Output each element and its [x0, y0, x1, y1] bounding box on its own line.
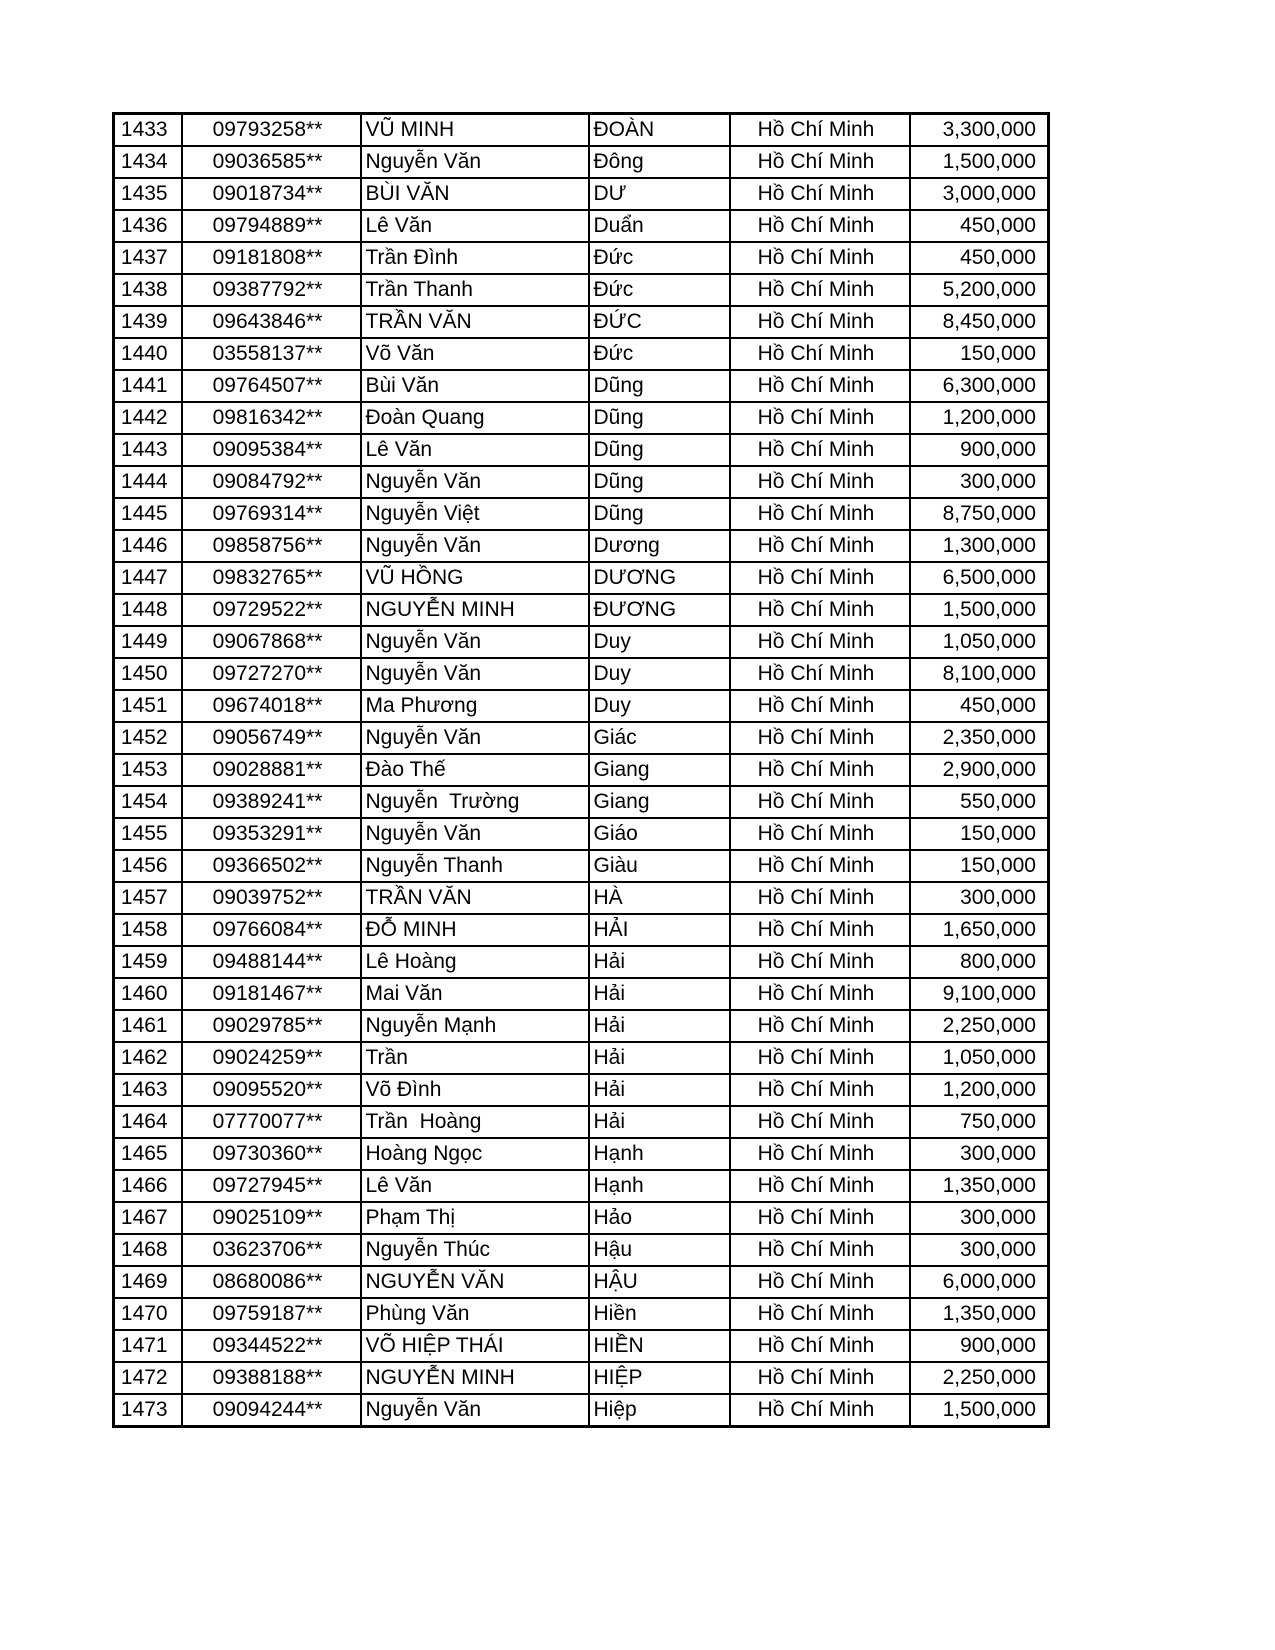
- city-cell: Hồ Chí Minh: [730, 274, 910, 306]
- city-cell: Hồ Chí Minh: [730, 1266, 910, 1298]
- table-row: [114, 882, 1049, 914]
- first-name-cell: HẬU: [589, 1266, 730, 1298]
- amount-cell: 1,650,000: [910, 914, 1049, 946]
- table-row: [114, 754, 1049, 786]
- amount-cell: 1,500,000: [910, 146, 1049, 178]
- table-row: [114, 1202, 1049, 1234]
- row-number-cell: 1441: [114, 370, 182, 402]
- city-cell: Hồ Chí Minh: [730, 146, 910, 178]
- city-cell: Hồ Chí Minh: [730, 850, 910, 882]
- city-cell: Hồ Chí Minh: [730, 402, 910, 434]
- phone-number-cell: 09084792**: [182, 466, 361, 498]
- first-name-cell: Duy: [589, 626, 730, 658]
- amount-cell: 2,250,000: [910, 1362, 1049, 1394]
- city-cell: Hồ Chí Minh: [730, 210, 910, 242]
- amount-cell: 150,000: [910, 818, 1049, 850]
- table-row: [114, 434, 1049, 466]
- first-name-cell: Hải: [589, 1074, 730, 1106]
- last-name-cell: Phạm Thị: [361, 1202, 589, 1234]
- table-row: [114, 370, 1049, 402]
- last-name-cell: Võ Văn: [361, 338, 589, 370]
- city-cell: Hồ Chí Minh: [730, 1010, 910, 1042]
- row-number-cell: 1456: [114, 850, 182, 882]
- phone-number-cell: 09858756**: [182, 530, 361, 562]
- row-number-cell: 1444: [114, 466, 182, 498]
- first-name-cell: Hậu: [589, 1234, 730, 1266]
- row-number-cell: 1445: [114, 498, 182, 530]
- row-number-cell: 1434: [114, 146, 182, 178]
- first-name-cell: Duy: [589, 658, 730, 690]
- phone-number-cell: 09018734**: [182, 178, 361, 210]
- row-number-cell: 1460: [114, 978, 182, 1010]
- city-cell: Hồ Chí Minh: [730, 818, 910, 850]
- table-row: [114, 1042, 1049, 1074]
- amount-cell: 550,000: [910, 786, 1049, 818]
- first-name-cell: HIỀN: [589, 1330, 730, 1362]
- city-cell: Hồ Chí Minh: [730, 754, 910, 786]
- last-name-cell: NGUYỄN MINH: [361, 1362, 589, 1394]
- row-number-cell: 1435: [114, 178, 182, 210]
- city-cell: Hồ Chí Minh: [730, 530, 910, 562]
- first-name-cell: Hạnh: [589, 1170, 730, 1202]
- amount-cell: 6,500,000: [910, 562, 1049, 594]
- phone-number-cell: 09353291**: [182, 818, 361, 850]
- amount-cell: 1,500,000: [910, 1394, 1049, 1427]
- amount-cell: 450,000: [910, 690, 1049, 722]
- amount-cell: 750,000: [910, 1106, 1049, 1138]
- phone-number-cell: 09816342**: [182, 402, 361, 434]
- phone-number-cell: 09067868**: [182, 626, 361, 658]
- row-number-cell: 1450: [114, 658, 182, 690]
- first-name-cell: Hải: [589, 946, 730, 978]
- data-table: [112, 112, 1050, 1428]
- row-number-cell: 1443: [114, 434, 182, 466]
- row-number-cell: 1446: [114, 530, 182, 562]
- first-name-cell: Hải: [589, 978, 730, 1010]
- first-name-cell: Dũng: [589, 498, 730, 530]
- first-name-cell: Dương: [589, 530, 730, 562]
- first-name-cell: DƯ: [589, 178, 730, 210]
- amount-cell: 1,200,000: [910, 402, 1049, 434]
- last-name-cell: Đoàn Quang: [361, 402, 589, 434]
- amount-cell: 2,250,000: [910, 1010, 1049, 1042]
- city-cell: Hồ Chí Minh: [730, 370, 910, 402]
- city-cell: Hồ Chí Minh: [730, 114, 910, 147]
- last-name-cell: Nguyễn Việt: [361, 498, 589, 530]
- last-name-cell: Lê Hoàng: [361, 946, 589, 978]
- last-name-cell: Nguyễn Trường: [361, 786, 589, 818]
- row-number-cell: 1467: [114, 1202, 182, 1234]
- phone-number-cell: 09056749**: [182, 722, 361, 754]
- row-number-cell: 1464: [114, 1106, 182, 1138]
- first-name-cell: HÀ: [589, 882, 730, 914]
- row-number-cell: 1472: [114, 1362, 182, 1394]
- city-cell: Hồ Chí Minh: [730, 1362, 910, 1394]
- city-cell: Hồ Chí Minh: [730, 1330, 910, 1362]
- phone-number-cell: 09387792**: [182, 274, 361, 306]
- last-name-cell: Nguyễn Văn: [361, 722, 589, 754]
- last-name-cell: Nguyễn Văn: [361, 818, 589, 850]
- table-row: [114, 850, 1049, 882]
- table-row: [114, 562, 1049, 594]
- table-row: [114, 946, 1049, 978]
- amount-cell: 800,000: [910, 946, 1049, 978]
- table-row: [114, 402, 1049, 434]
- table-row: [114, 114, 1049, 147]
- last-name-cell: Trần Đình: [361, 242, 589, 274]
- phone-number-cell: 08680086**: [182, 1266, 361, 1298]
- city-cell: Hồ Chí Minh: [730, 1394, 910, 1427]
- row-number-cell: 1449: [114, 626, 182, 658]
- row-number-cell: 1458: [114, 914, 182, 946]
- amount-cell: 300,000: [910, 1202, 1049, 1234]
- table-row: [114, 658, 1049, 690]
- phone-number-cell: 09181808**: [182, 242, 361, 274]
- amount-cell: 5,200,000: [910, 274, 1049, 306]
- row-number-cell: 1465: [114, 1138, 182, 1170]
- row-number-cell: 1469: [114, 1266, 182, 1298]
- phone-number-cell: 09794889**: [182, 210, 361, 242]
- table-row: [114, 1170, 1049, 1202]
- row-number-cell: 1454: [114, 786, 182, 818]
- table-row: [114, 1362, 1049, 1394]
- city-cell: Hồ Chí Minh: [730, 594, 910, 626]
- phone-number-cell: 09488144**: [182, 946, 361, 978]
- phone-number-cell: 09366502**: [182, 850, 361, 882]
- city-cell: Hồ Chí Minh: [730, 914, 910, 946]
- first-name-cell: Hảo: [589, 1202, 730, 1234]
- table-row: [114, 306, 1049, 338]
- amount-cell: 1,050,000: [910, 1042, 1049, 1074]
- last-name-cell: NGUYỄN MINH: [361, 594, 589, 626]
- first-name-cell: Dũng: [589, 402, 730, 434]
- row-number-cell: 1463: [114, 1074, 182, 1106]
- last-name-cell: Lê Văn: [361, 1170, 589, 1202]
- first-name-cell: ĐỨC: [589, 306, 730, 338]
- first-name-cell: Giang: [589, 754, 730, 786]
- city-cell: Hồ Chí Minh: [730, 1106, 910, 1138]
- city-cell: Hồ Chí Minh: [730, 690, 910, 722]
- row-number-cell: 1461: [114, 1010, 182, 1042]
- amount-cell: 150,000: [910, 338, 1049, 370]
- city-cell: Hồ Chí Minh: [730, 306, 910, 338]
- phone-number-cell: 09730360**: [182, 1138, 361, 1170]
- row-number-cell: 1470: [114, 1298, 182, 1330]
- last-name-cell: VŨ HỒNG: [361, 562, 589, 594]
- phone-number-cell: 09389241**: [182, 786, 361, 818]
- amount-cell: 300,000: [910, 1138, 1049, 1170]
- table-row: [114, 1106, 1049, 1138]
- row-number-cell: 1433: [114, 114, 182, 147]
- amount-cell: 8,100,000: [910, 658, 1049, 690]
- amount-cell: 3,300,000: [910, 114, 1049, 147]
- city-cell: Hồ Chí Minh: [730, 1138, 910, 1170]
- phone-number-cell: 09344522**: [182, 1330, 361, 1362]
- last-name-cell: Ma Phương: [361, 690, 589, 722]
- amount-cell: 1,500,000: [910, 594, 1049, 626]
- amount-cell: 900,000: [910, 1330, 1049, 1362]
- first-name-cell: Duẩn: [589, 210, 730, 242]
- phone-number-cell: 09036585**: [182, 146, 361, 178]
- table-row: [114, 242, 1049, 274]
- first-name-cell: Dũng: [589, 370, 730, 402]
- last-name-cell: Bùi Văn: [361, 370, 589, 402]
- last-name-cell: VŨ MINH: [361, 114, 589, 147]
- city-cell: Hồ Chí Minh: [730, 434, 910, 466]
- last-name-cell: Nguyễn Văn: [361, 658, 589, 690]
- table-row: [114, 626, 1049, 658]
- last-name-cell: TRẦN VĂN: [361, 882, 589, 914]
- row-number-cell: 1447: [114, 562, 182, 594]
- phone-number-cell: 09094244**: [182, 1394, 361, 1427]
- phone-number-cell: 09674018**: [182, 690, 361, 722]
- amount-cell: 1,300,000: [910, 530, 1049, 562]
- last-name-cell: Nguyễn Văn: [361, 1394, 589, 1427]
- phone-number-cell: 09727270**: [182, 658, 361, 690]
- row-number-cell: 1440: [114, 338, 182, 370]
- city-cell: Hồ Chí Minh: [730, 1074, 910, 1106]
- last-name-cell: Trần Thanh: [361, 274, 589, 306]
- table-row: [114, 786, 1049, 818]
- table-row: [114, 178, 1049, 210]
- amount-cell: 6,300,000: [910, 370, 1049, 402]
- last-name-cell: NGUYỄN VĂN: [361, 1266, 589, 1298]
- table-row: [114, 1298, 1049, 1330]
- row-number-cell: 1471: [114, 1330, 182, 1362]
- first-name-cell: ĐƯƠNG: [589, 594, 730, 626]
- row-number-cell: 1457: [114, 882, 182, 914]
- amount-cell: 8,450,000: [910, 306, 1049, 338]
- city-cell: Hồ Chí Minh: [730, 626, 910, 658]
- amount-cell: 1,350,000: [910, 1170, 1049, 1202]
- amount-cell: 1,050,000: [910, 626, 1049, 658]
- amount-cell: 9,100,000: [910, 978, 1049, 1010]
- last-name-cell: Nguyễn Văn: [361, 530, 589, 562]
- phone-number-cell: 09028881**: [182, 754, 361, 786]
- first-name-cell: Giác: [589, 722, 730, 754]
- row-number-cell: 1436: [114, 210, 182, 242]
- phone-number-cell: 09095520**: [182, 1074, 361, 1106]
- first-name-cell: Duy: [589, 690, 730, 722]
- phone-number-cell: 09039752**: [182, 882, 361, 914]
- amount-cell: 300,000: [910, 466, 1049, 498]
- last-name-cell: Nguyễn Thanh: [361, 850, 589, 882]
- table-row: [114, 274, 1049, 306]
- table-row: [114, 498, 1049, 530]
- first-name-cell: Đức: [589, 274, 730, 306]
- last-name-cell: BÙI VĂN: [361, 178, 589, 210]
- city-cell: Hồ Chí Minh: [730, 722, 910, 754]
- table-row: [114, 1234, 1049, 1266]
- city-cell: Hồ Chí Minh: [730, 1042, 910, 1074]
- table-row: [114, 722, 1049, 754]
- last-name-cell: Võ Đình: [361, 1074, 589, 1106]
- first-name-cell: Đức: [589, 338, 730, 370]
- first-name-cell: Hiệp: [589, 1394, 730, 1427]
- table-row: [114, 818, 1049, 850]
- row-number-cell: 1448: [114, 594, 182, 626]
- first-name-cell: Hiền: [589, 1298, 730, 1330]
- last-name-cell: TRẦN VĂN: [361, 306, 589, 338]
- last-name-cell: Trần: [361, 1042, 589, 1074]
- amount-cell: 450,000: [910, 242, 1049, 274]
- row-number-cell: 1451: [114, 690, 182, 722]
- first-name-cell: Hải: [589, 1106, 730, 1138]
- row-number-cell: 1459: [114, 946, 182, 978]
- city-cell: Hồ Chí Minh: [730, 498, 910, 530]
- city-cell: Hồ Chí Minh: [730, 658, 910, 690]
- phone-number-cell: 03558137**: [182, 338, 361, 370]
- first-name-cell: ĐOÀN: [589, 114, 730, 147]
- amount-cell: 1,200,000: [910, 1074, 1049, 1106]
- phone-number-cell: 09024259**: [182, 1042, 361, 1074]
- amount-cell: 6,000,000: [910, 1266, 1049, 1298]
- city-cell: Hồ Chí Minh: [730, 946, 910, 978]
- amount-cell: 300,000: [910, 1234, 1049, 1266]
- table-row: [114, 1394, 1049, 1427]
- phone-number-cell: 09025109**: [182, 1202, 361, 1234]
- city-cell: Hồ Chí Minh: [730, 1170, 910, 1202]
- row-number-cell: 1466: [114, 1170, 182, 1202]
- city-cell: Hồ Chí Minh: [730, 786, 910, 818]
- phone-number-cell: 07770077**: [182, 1106, 361, 1138]
- table-row: [114, 594, 1049, 626]
- first-name-cell: HIỆP: [589, 1362, 730, 1394]
- last-name-cell: Lê Văn: [361, 434, 589, 466]
- first-name-cell: Giang: [589, 786, 730, 818]
- last-name-cell: Nguyễn Văn: [361, 626, 589, 658]
- row-number-cell: 1468: [114, 1234, 182, 1266]
- phone-number-cell: 09759187**: [182, 1298, 361, 1330]
- phone-number-cell: 09729522**: [182, 594, 361, 626]
- amount-cell: 3,000,000: [910, 178, 1049, 210]
- last-name-cell: Nguyễn Thúc: [361, 1234, 589, 1266]
- row-number-cell: 1437: [114, 242, 182, 274]
- table-row: [114, 1330, 1049, 1362]
- table-body: [114, 114, 1049, 1427]
- table-row: [114, 1074, 1049, 1106]
- city-cell: Hồ Chí Minh: [730, 1202, 910, 1234]
- first-name-cell: Dũng: [589, 434, 730, 466]
- amount-cell: 450,000: [910, 210, 1049, 242]
- first-name-cell: Dũng: [589, 466, 730, 498]
- phone-number-cell: 09095384**: [182, 434, 361, 466]
- first-name-cell: Hải: [589, 1010, 730, 1042]
- phone-number-cell: 09832765**: [182, 562, 361, 594]
- first-name-cell: Hải: [589, 1042, 730, 1074]
- phone-number-cell: 09388188**: [182, 1362, 361, 1394]
- table-row: [114, 1266, 1049, 1298]
- table-row: [114, 466, 1049, 498]
- city-cell: Hồ Chí Minh: [730, 1234, 910, 1266]
- first-name-cell: Đông: [589, 146, 730, 178]
- table-row: [114, 210, 1049, 242]
- phone-number-cell: 09643846**: [182, 306, 361, 338]
- city-cell: Hồ Chí Minh: [730, 978, 910, 1010]
- last-name-cell: VÕ HIỆP THÁI: [361, 1330, 589, 1362]
- row-number-cell: 1438: [114, 274, 182, 306]
- phone-number-cell: 09793258**: [182, 114, 361, 147]
- table-row: [114, 1010, 1049, 1042]
- amount-cell: 2,900,000: [910, 754, 1049, 786]
- last-name-cell: Nguyễn Văn: [361, 466, 589, 498]
- first-name-cell: DƯƠNG: [589, 562, 730, 594]
- row-number-cell: 1455: [114, 818, 182, 850]
- city-cell: Hồ Chí Minh: [730, 882, 910, 914]
- first-name-cell: Đức: [589, 242, 730, 274]
- amount-cell: 1,350,000: [910, 1298, 1049, 1330]
- city-cell: Hồ Chí Minh: [730, 338, 910, 370]
- amount-cell: 150,000: [910, 850, 1049, 882]
- first-name-cell: Giàu: [589, 850, 730, 882]
- row-number-cell: 1452: [114, 722, 182, 754]
- last-name-cell: Phùng Văn: [361, 1298, 589, 1330]
- phone-number-cell: 09769314**: [182, 498, 361, 530]
- table-row: [114, 1138, 1049, 1170]
- last-name-cell: Mai Văn: [361, 978, 589, 1010]
- amount-cell: 900,000: [910, 434, 1049, 466]
- last-name-cell: Nguyễn Văn: [361, 146, 589, 178]
- first-name-cell: Hạnh: [589, 1138, 730, 1170]
- last-name-cell: Lê Văn: [361, 210, 589, 242]
- phone-number-cell: 09029785**: [182, 1010, 361, 1042]
- last-name-cell: ĐỖ MINH: [361, 914, 589, 946]
- last-name-cell: Trần Hoàng: [361, 1106, 589, 1138]
- phone-number-cell: 09764507**: [182, 370, 361, 402]
- row-number-cell: 1453: [114, 754, 182, 786]
- amount-cell: 8,750,000: [910, 498, 1049, 530]
- first-name-cell: HẢI: [589, 914, 730, 946]
- city-cell: Hồ Chí Minh: [730, 1298, 910, 1330]
- phone-number-cell: 09766084**: [182, 914, 361, 946]
- table-row: [114, 978, 1049, 1010]
- last-name-cell: Nguyễn Mạnh: [361, 1010, 589, 1042]
- phone-number-cell: 03623706**: [182, 1234, 361, 1266]
- city-cell: Hồ Chí Minh: [730, 178, 910, 210]
- city-cell: Hồ Chí Minh: [730, 466, 910, 498]
- amount-cell: 300,000: [910, 882, 1049, 914]
- row-number-cell: 1473: [114, 1394, 182, 1427]
- first-name-cell: Giáo: [589, 818, 730, 850]
- row-number-cell: 1442: [114, 402, 182, 434]
- row-number-cell: 1462: [114, 1042, 182, 1074]
- last-name-cell: Đào Thế: [361, 754, 589, 786]
- city-cell: Hồ Chí Minh: [730, 562, 910, 594]
- last-name-cell: Hoàng Ngọc: [361, 1138, 589, 1170]
- table-row: [114, 338, 1049, 370]
- table-row: [114, 530, 1049, 562]
- row-number-cell: 1439: [114, 306, 182, 338]
- amount-cell: 2,350,000: [910, 722, 1049, 754]
- city-cell: Hồ Chí Minh: [730, 242, 910, 274]
- phone-number-cell: 09727945**: [182, 1170, 361, 1202]
- table-row: [114, 146, 1049, 178]
- table-row: [114, 690, 1049, 722]
- phone-number-cell: 09181467**: [182, 978, 361, 1010]
- table-row: [114, 914, 1049, 946]
